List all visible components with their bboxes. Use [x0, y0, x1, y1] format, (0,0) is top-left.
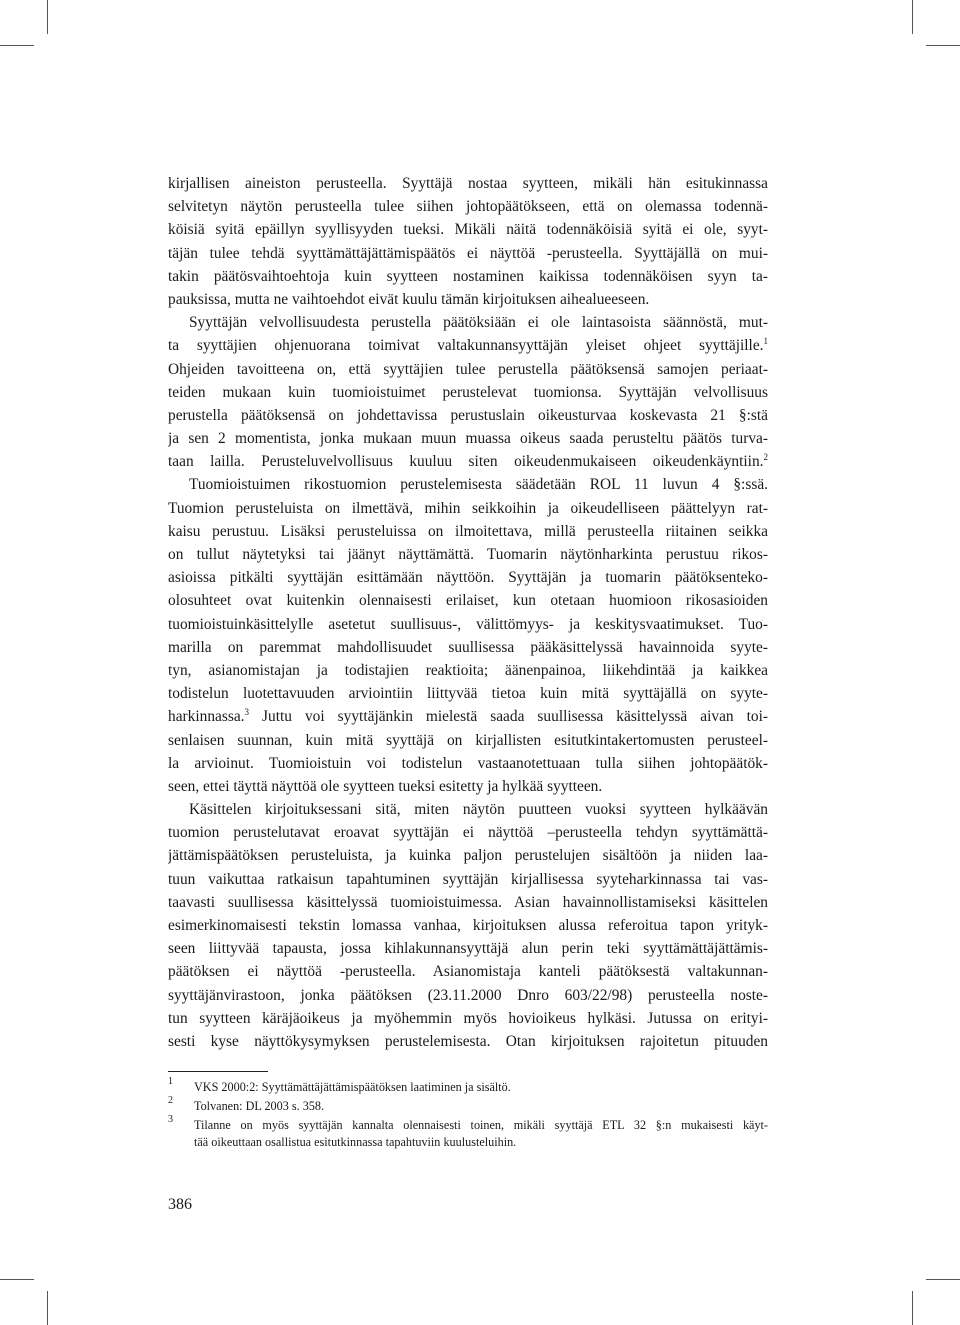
footnote-3	[168, 1114, 768, 1151]
body-line: Käsittelen kirjoituksessani sitä, miten näytön puutteen vuoksi syytteen hylkäävän	[189, 801, 768, 819]
body-line: täjän tulee tehdä syyttämättäjättämispäätös ei näyttöä -perusteella. Syyttäjällä on mui-	[168, 244, 768, 262]
footnote-number: 3	[168, 1114, 173, 1125]
body-line: senlaisen suunnan, kuin mitä syyttäjä on kirjallisten esitutkintakertomusten perusteel-	[168, 731, 768, 749]
body-line: tun syytteen käräjäoikeus ja myöhemmin myös hovioikeus hylkäsi. Jutussa on erityi-	[168, 1009, 768, 1027]
footnote-text: Tilanne on myös syyttäjän kannalta olennaisesti toinen, mikäli syyttäjä ETL 32 §:n mukaisesti käyt-	[194, 1118, 768, 1132]
body-line: Tuomioistuimen rikostuomion perustelemisesta säädetään ROL 11 luvun 4 §:ssä.	[189, 476, 768, 494]
body-line: tuomion perustelutavat eroavat syyttäjän ei näyttöä –perusteella tehdyn syyttämättä-	[168, 824, 768, 842]
body-line: perustella päätöksensä on johdettavissa perustuslain oikeusturvaa koskevasta 21 §:stä	[168, 406, 768, 424]
body-line: olosuhteet ovat kuitenkin olennaisesti erilaiset, kun otetaan huomioon rikosasioiden	[168, 592, 768, 610]
footnote-number: 1	[168, 1076, 173, 1087]
footnote-ref[interactable]: 1	[763, 336, 768, 347]
body-line: Syyttäjän velvollisuudesta perustella päätöksiään ei ole laintasoista säännöstä, mut-	[189, 314, 768, 332]
body-line: harkinnassa.$^3$ Juttu voi syyttäjänkin mielestä saada suullisessa käsittelyssä aivan toi-	[168, 707, 768, 726]
body-text	[168, 172, 768, 1053]
footnote-ref[interactable]: 2	[763, 452, 768, 463]
body-line: on tullut näytetyksi tai jäänyt näyttämättä. Tuomarin näytönharkinta perustuu rikos-	[168, 546, 768, 563]
body-line: kirjallisen aineiston perusteella. Syyttäjä nostaa syytteen, mikäli hän esitukinnassa	[168, 175, 768, 192]
body-line: taan lailla. Perusteluvelvollisuus kuuluu siten oikeudenmukaiseen oikeudenkäyntiin.$^2$	[168, 452, 768, 471]
footnotes	[168, 1076, 768, 1153]
body-line: tyn, asianomistajan ja todistajien reaktioita; äänenpainoa, liikehdintää ja kaikkea	[168, 661, 768, 679]
body-line: Tuomion perusteluista on ilmettävä, mihin seikkoihin ja oikeudelliseen päättelyyn rat-	[168, 499, 768, 517]
body-line: teiden mukaan kuin tuomioistuimet perustelevat tuomionsa. Syyttäjän velvollisuus	[168, 383, 768, 401]
body-line: pauksissa, mutta ne vaihtoehdot eivät kuulu tämän kirjoituksen aihealueeseen.	[168, 290, 650, 308]
body-line: Ohjeiden tavoitteena on, että syyttäjien tulee perustella päätöksensä samojen periaat-	[168, 360, 768, 378]
body-line: takin päätösvaihtoehtoja kuin syytteen nostaminen kaikissa todennäköisen syyn ta-	[168, 267, 768, 285]
footnote-ref[interactable]: 3	[244, 707, 250, 718]
body-line: seen, ettei täyttä näyttöä ole syytteen tueksi esitetty ja hylkää syytteen.	[168, 777, 603, 795]
body-line: la arvioinut. Tuomioistuin voi todistelun vastaanotettuaan tulla siihen johtopäätök-	[168, 754, 768, 772]
body-line: päätöksen ei näyttöä -perusteella. Asianomistaja kanteli päätöksestä valtakunnan-	[168, 963, 768, 981]
body-line: todistelun luotettavuuden arviointiin liittyvää tietoa kuin mitä syyttäjällä on syyte-	[168, 685, 768, 703]
body-line: kaisu perustuu. Lisäksi perusteluissa on ilmoitettava, millä perusteella riitainen seikka	[168, 522, 768, 540]
page-number: 386	[168, 1196, 192, 1213]
footnote-1	[168, 1076, 768, 1096]
footnote-text: VKS 2000:2: Syyttämättäjättämispäätöksen laatiminen ja sisältö.	[194, 1080, 511, 1094]
footnote-text: tää oikeuttaan osallistua esitutkinnassa tapahtuviin kuulusteluihin.	[194, 1135, 517, 1149]
footnote-text: Tolvanen: DL 2003 s. 358.	[194, 1099, 325, 1113]
body-line: tuun vaikuttaa ratkaisun tapahtuminen syyttäjän kirjallisessa syyteharkinnassa tai vas-	[168, 870, 768, 888]
body-line: tuomioistuinkäsittelylle asetetut suullisuus-, välittömyys- ja keskitysvaatimukset. Tuo-	[168, 615, 768, 633]
body-line: jättämispäätöksen perusteluista, ja kuinka paljon perustelujen sisältöön ja niiden laa-	[168, 847, 768, 865]
footnote-number: 2	[168, 1095, 173, 1106]
body-line: selvitetyn näytön perusteella tulee siihen johtopäätökseen, että on olemassa todennä-	[168, 198, 768, 216]
body-line: köisiä syitä epäillyn syyllisyyden tueksi. Mikäli näitä todennäköisiä syitä ei ole, syyt-	[168, 221, 768, 239]
footnote-2	[168, 1095, 768, 1115]
body-line: esimerkinomaisesti tekstin lomassa vanhaa, kirjoituksen alussa referoitua tapon yrityk-	[168, 917, 768, 934]
footnote-separator	[168, 1071, 268, 1072]
body-line: taavasti suullisessa käsittelyssä tuomioistuimessa. Asian havainnollistamiseksi käsittelen	[168, 893, 768, 911]
body-line: ta syyttäjien ohjenuorana toimivat valtakunnansyyttäjän yleiset ohjeet syyttäjille.$^1$	[168, 336, 768, 355]
body-line: ja sen 2 momentista, jonka mukaan muun muassa oikeus saada perusteltu päätös turva-	[168, 430, 768, 448]
body-line: sesti kyse näyttökysymyksen perustelemisesta. Otan kirjoituksen rajoitetun pituuden	[168, 1032, 768, 1050]
body-line: seen liittyvää tapausta, jossa kihlakunnansyyttäjä alun perin teki syyttämättäjättämis-	[168, 940, 768, 958]
body-line: asioissa pitkälti syyttäjän esittämään näyttöön. Syyttäjän ja tuomarin päätöksenteko-	[168, 569, 768, 587]
body-line: marilla on paremmat mahdollisuudet suullisessa pääkäsittelyssä havainnoida syyte-	[168, 638, 768, 656]
body-line: syyttäjänvirastoon, jonka päätöksen (23.11.2000 Dnro 603/22/98) perusteella noste-	[168, 986, 768, 1004]
